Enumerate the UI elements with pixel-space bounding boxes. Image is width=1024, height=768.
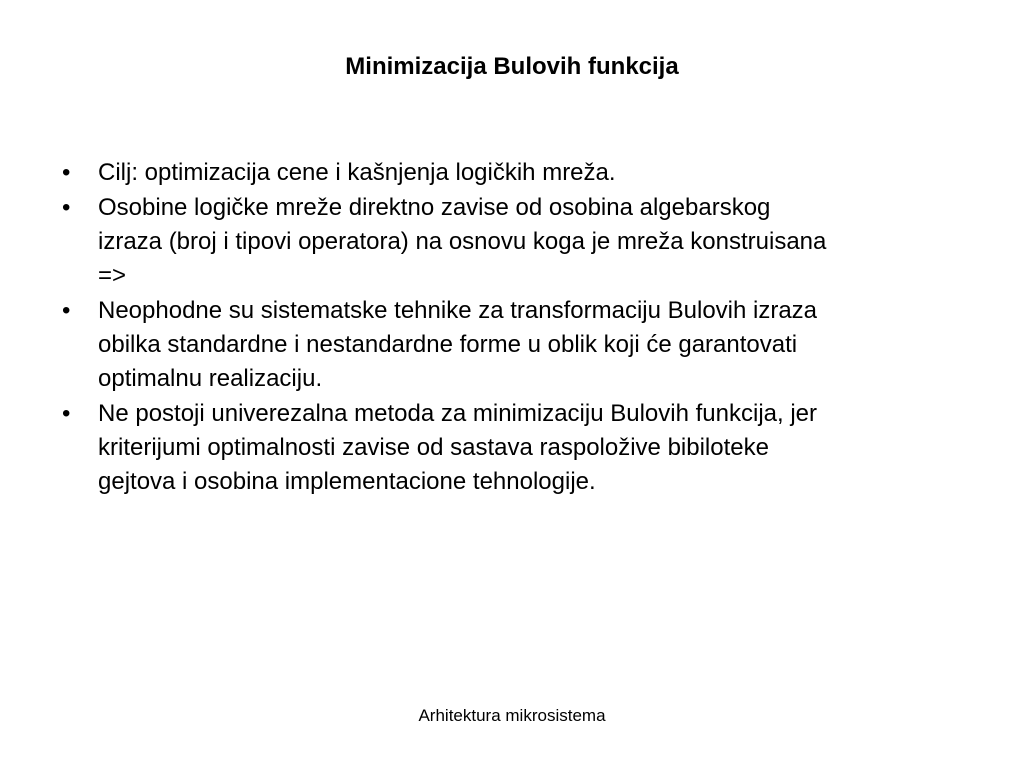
bullet-item [60,397,980,499]
bullet-text: Cilj: optimizacija cene i kašnjenja logičkih mreža. [98,159,616,186]
slide-title: Minimizacija Bulovih funkcija [345,53,679,80]
bullet-icon: • [62,159,71,186]
bullet-text: Neophodne su sistematske tehnike za transformaciju Bulovih izraza obilka standardne i nestandardne forme u oblik koji će garantovati optimalnu realizaciju. [98,297,818,392]
slide-footer: Arhitektura mikrosistema [418,706,606,725]
bullet-text: Ne postoji univerezalna metoda za minimizaciju Bulovih funkcija, jer kriterijumi optimalnosti zavise od sastava raspoložive bibiloteke gejtova i osobina implementacione tehnologije. [98,400,818,495]
bullet-item [60,156,980,190]
bullet-item [60,294,980,396]
bullet-text: Osobine logičke mreže direktno zavise od osobina algebarskog izraza (broj i tipovi operatora) na osnovu koga je mreža konstruisana => [98,194,827,289]
bullet-icon: • [62,400,71,427]
bullet-item [60,191,980,293]
bullet-icon: • [62,194,71,221]
bullet-icon: • [62,297,71,324]
bullet-list [60,156,980,499]
